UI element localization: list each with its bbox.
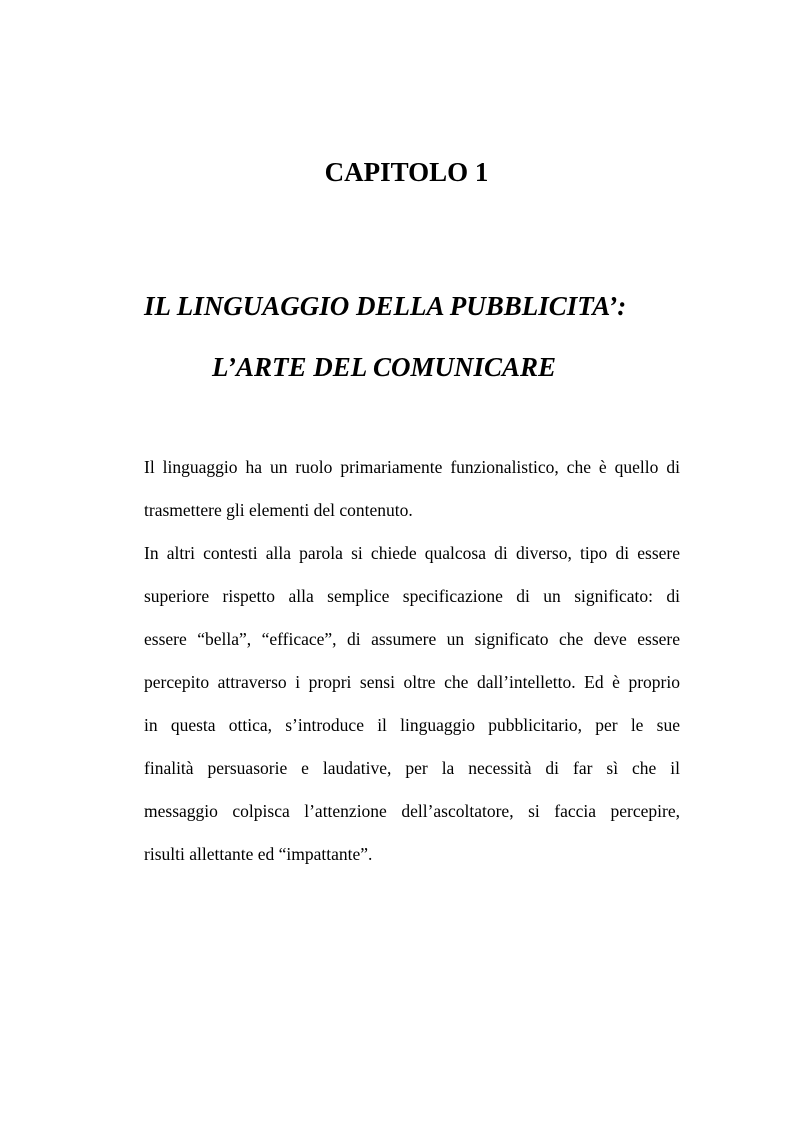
- body-line: Il linguaggio ha un ruolo primariamente funzionalistico, che è quello di: [144, 457, 680, 477]
- body-line: trasmettere gli elementi del contenuto.: [144, 500, 413, 520]
- body-line: messaggio colpisca l’attenzione dell’ascoltatore, si faccia percepire,: [144, 801, 680, 821]
- chapter-title-line-2: L’ARTE DEL COMUNICARE: [212, 352, 557, 382]
- body-line: finalità persuasorie e laudative, per la necessità di far sì che il: [144, 758, 680, 778]
- body-line: risulti allettante ed “impattante”.: [144, 844, 373, 864]
- chapter-title-line-1: IL LINGUAGGIO DELLA PUBBLICITA’:: [144, 291, 627, 321]
- body-line: superiore rispetto alla semplice specificazione di un significato: di: [144, 586, 680, 606]
- body-line: in questa ottica, s’introduce il linguaggio pubblicitario, per le sue: [144, 715, 680, 735]
- body-line: In altri contesti alla parola si chiede qualcosa di diverso, tipo di essere: [144, 543, 680, 563]
- body-line: essere “bella”, “efficace”, di assumere un significato che deve essere: [144, 629, 680, 649]
- chapter-heading: CAPITOLO 1: [324, 157, 489, 187]
- body-paragraph: [144, 450, 680, 880]
- body-line: percepito attraverso i propri sensi oltre che dall’intelletto. Ed è proprio: [144, 672, 680, 692]
